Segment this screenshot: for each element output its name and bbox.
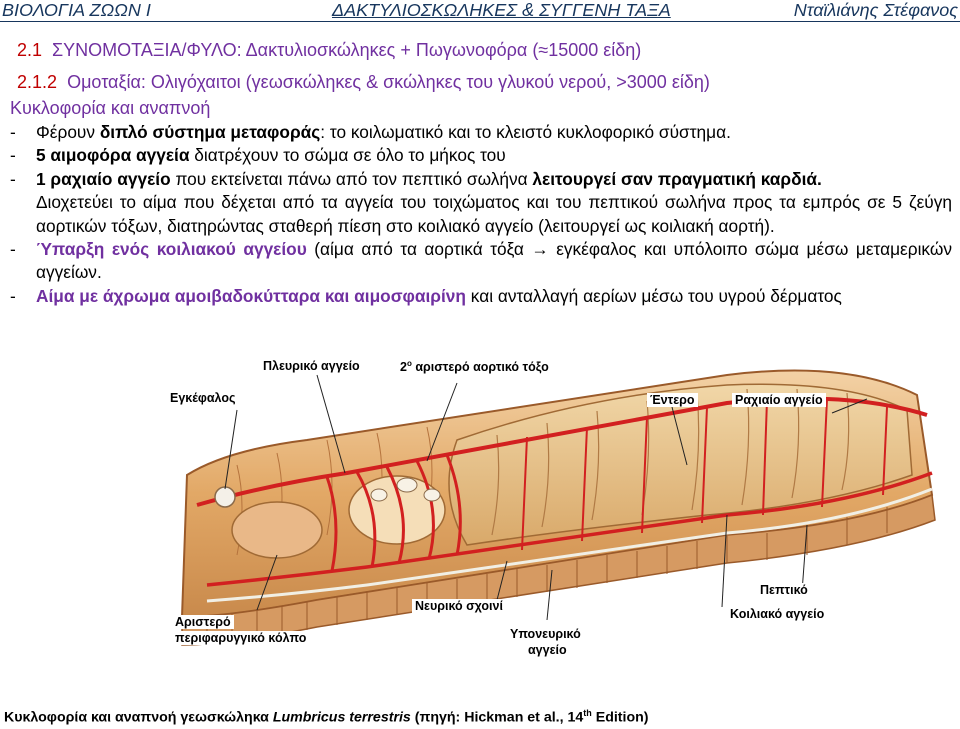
bullet-item [10,121,952,144]
aortic-arch-sup: ο [406,359,412,368]
bullet-item [10,168,952,191]
label-aortic-arch [397,359,552,374]
caption-sup: th [583,708,592,718]
bullet-item [10,144,952,167]
label-pharyngeal-sinus-1: Αριστερό [172,615,234,629]
bullet-text: (αίμα από τα αορτικά τόξα → εγκέφαλος και υπόλοιπο σώμα μέσω μεταμερικών αγγείων. [36,239,952,283]
label-pleural-vessel: Πλευρικό αγγείο [260,359,363,373]
section-title: Ομοταξία: Ολιγόχαιτοι (γεωσκώληκες & σκώληκες του γλυκού νερού, >3000 είδη) [67,72,710,92]
label-brain: Εγκέφαλος [167,391,238,405]
pharynx [232,502,322,558]
label-pharyngeal-sinus-2: περιφαρυγγικό κόλπο [172,631,309,645]
label-subneural-1: Υπονευρικό [507,627,584,641]
bullet-text: διατρέχουν το σώμα σε όλο το μήκος του [189,145,506,166]
bullet-bold: λειτουργεί σαν πραγματική καρδιά. [532,168,822,189]
label-ventral-vessel: Κοιλιακό αγγείο [727,607,827,621]
bullet-dash: - [10,239,16,260]
header-divider [0,21,960,22]
label-digestive: Πεπτικό [757,583,811,597]
caption-text: Κυκλοφορία και αναπνοή γεωσκώληκα [4,709,273,726]
bullet-text: Φέρουν [36,122,100,142]
label-dorsal-vessel: Ραχιαίο αγγείο [732,393,826,407]
label-intestine: Έντερο [647,393,698,407]
bullet-text: και ανταλλαγή αερίων μέσω του υγρού δέρματος [465,285,842,306]
header-course-title: ΒΙΟΛΟΓΙΑ ΖΩΩΝ Ι [2,0,151,20]
subheading-circulation: Κυκλοφορία και αναπνοή [10,98,211,118]
section-title: ΣΥΝΟΜΟΤΑΞΙΑ/ΦΥΛΟ: Δακτυλιοσκώληκες + Πωγωνοφόρα (≈15000 είδη) [52,40,642,60]
bullet-continuation: Διοχετεύει το αίμα που δέχεται από τα αγγεία του τοιχώματος και του πεπτικού σωλήνα προς τα εμπρός σε 5 ζεύγη αορτικών τόξων, διατηρώντας σταθερή πίεση στο κοιλιακό αγγείο (λειτουργεί ως κοιλιακή αορτή). [36,192,952,236]
bullet-dash: - [10,168,16,189]
section-number: 2.1.2 [17,72,58,92]
page-header [0,0,960,22]
bullet-dash: - [10,285,16,306]
bullet-bold: Ύπαρξη ενός κοιλιακού αγγείου [36,239,307,260]
header-chapter-title: ΔΑΚΤΥΛΙΟΣΚΩΛΗΚΕΣ & ΣΥΓΓΕΝΗ ΤΑΞΑ [332,0,671,20]
bullet-dash: - [10,145,16,166]
label-subneural-2: αγγείο [525,643,570,657]
bullet-text: που εκτείνεται πάνω από τον πεπτικό σωλήνα [170,168,533,189]
earthworm-illustration [167,355,947,670]
bullet-list [10,121,952,308]
section-heading-phylum [17,40,641,61]
bullet-bold: 5 αιμοφόρα αγγεία [36,145,190,166]
section-heading-class [17,72,710,93]
caption-species: Lumbricus terrestris [272,709,411,726]
bullet-bold: Αίμα με άχρωμα αμοιβαδοκύτταρα και αιμοσφαιρίνη [36,285,466,306]
bullet-item [10,238,952,285]
aortic-arch-num: 2 [400,360,407,375]
brain [215,487,235,507]
bullet-text: : το κοιλωματικό και το κλειστό κυκλοφορικό σύστημα. [320,122,731,142]
header-author: Νταϊλιάνης Στέφανος [793,0,958,20]
caption-text: (πηγή: Hickman et al., 14 [410,709,584,726]
bullet-dash: - [10,122,16,142]
label-neural-cord: Νευρικό σχοινί [412,599,506,613]
aortic-arch-text: αριστερό αορτικό τόξο [411,360,549,375]
bullet-item [10,285,952,308]
bullet-bold: διπλό σύστημα μεταφοράς [99,122,321,142]
earthworm-anatomy-figure [167,355,947,670]
caption-text: Edition) [591,709,649,726]
figure-caption [4,708,649,726]
section-number: 2.1 [17,40,43,60]
bullet-bold: 1 ραχιαίο αγγείο [36,168,171,189]
